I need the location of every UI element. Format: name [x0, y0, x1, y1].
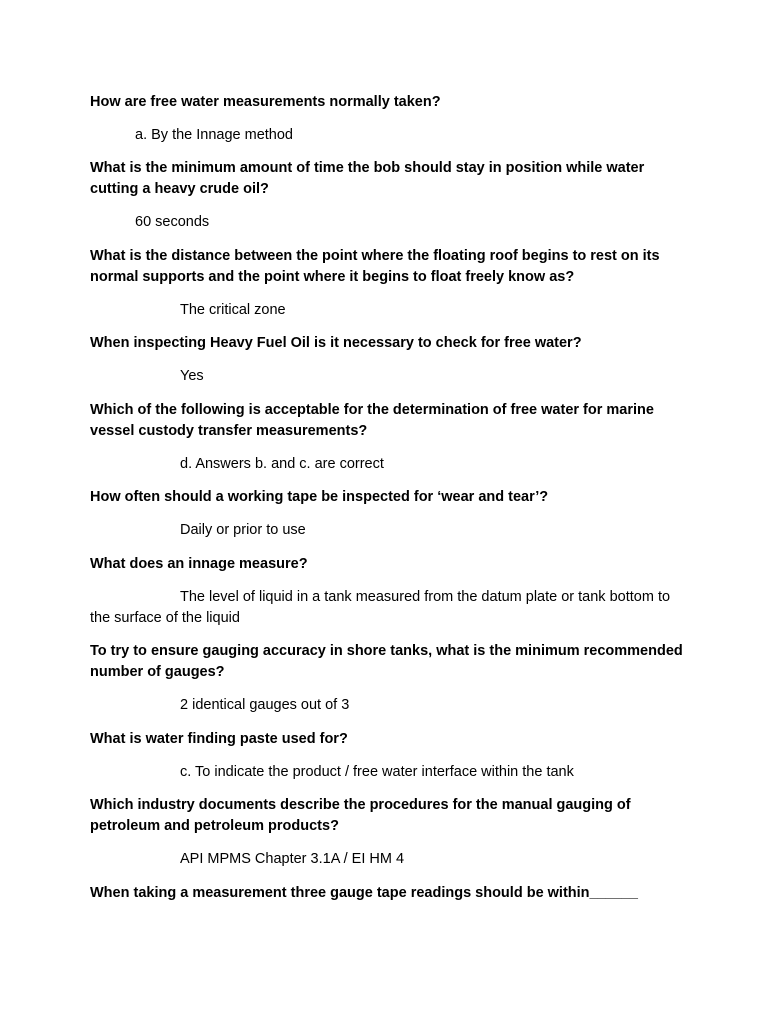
answer-1: a. By the Innage method — [135, 127, 293, 143]
question-3: What is the distance between the point where the floating roof begins to rest on its normal supports and the point where it begins to float freely know as? — [90, 248, 660, 285]
question-6: How often should a working tape be inspected for ‘wear and tear’? — [90, 489, 549, 505]
question-9: What is water finding paste used for? — [90, 731, 348, 747]
answer-5: d. Answers b. and c. are correct — [180, 456, 384, 472]
question-7: What does an innage measure? — [90, 556, 308, 572]
answer-3: The critical zone — [180, 302, 286, 318]
answer-6: Daily or prior to use — [180, 522, 306, 538]
answer-4: Yes — [180, 368, 204, 384]
answer-2: 60 seconds — [135, 214, 210, 230]
question-8: To try to ensure gauging accuracy in shore tanks, what is the minimum recommended number of gauges? — [90, 643, 683, 680]
answer-10: API MPMS Chapter 3.1A / EI HM 4 — [180, 851, 405, 867]
question-11: When taking a measurement three gauge tape readings should be within______ — [90, 885, 638, 901]
question-10: Which industry documents describe the procedures for the manual gauging of petroleum and petroleum products? — [90, 797, 631, 834]
answer-8: 2 identical gauges out of 3 — [180, 697, 350, 713]
question-2: What is the minimum amount of time the bob should stay in position while water cutting a heavy crude oil? — [90, 160, 645, 197]
question-4: When inspecting Heavy Fuel Oil is it necessary to check for free water? — [90, 335, 582, 351]
question-5: Which of the following is acceptable for the determination of free water for marine vessel custody transfer measurements? — [90, 402, 654, 439]
answer-7: The level of liquid in a tank measured from the datum plate or tank bottom to the surface of the liquid — [90, 589, 671, 626]
question-1: How are free water measurements normally taken? — [90, 94, 441, 110]
answer-9: c. To indicate the product / free water interface within the tank — [180, 764, 574, 780]
